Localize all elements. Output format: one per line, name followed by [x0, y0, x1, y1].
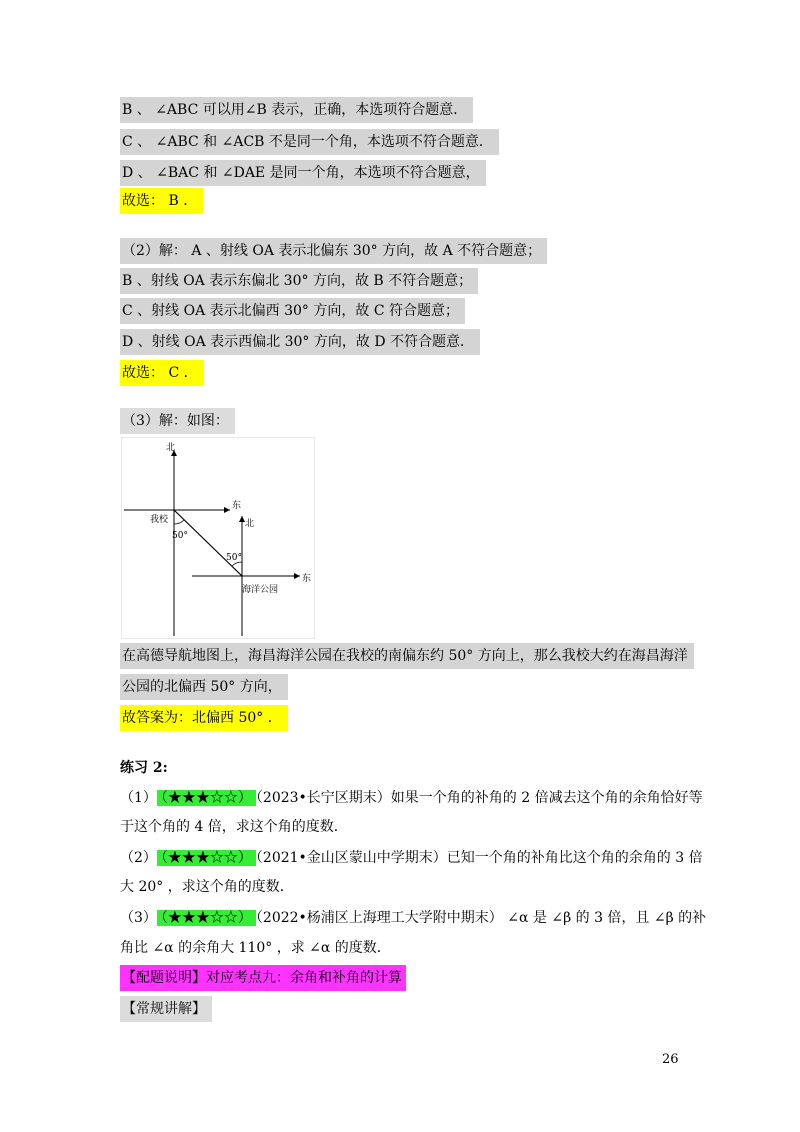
question-3-number: （3） [120, 910, 157, 926]
config-note: 【配题说明】对应考点九：余角和补角的计算 [120, 965, 406, 991]
question-1-text: （2023•长宁区期末）如果一个角的补角的 2 倍减去这个角的余角恰好等 [255, 790, 703, 806]
question-3-text: （2022•杨浦区上海理工大学附中期末） ∠α 是 ∠β 的 3 倍，且 ∠β 的补 [255, 910, 707, 926]
question-1-difficulty: （★★★☆☆） [157, 790, 256, 806]
label-angle-bottom: 50° [226, 553, 242, 563]
part3-answer: 故答案为：北偏西 50° ． [120, 705, 288, 731]
part1-option-b: B 、 ∠ABC 可以用∠B 表示，正确，本选项符合题意． [120, 97, 473, 123]
part3-text-line2: 公园的北偏西 50° 方向， [120, 674, 288, 700]
label-park: 海洋公园 [242, 585, 279, 595]
part1-option-c: C 、 ∠ABC 和 ∠ACB 不是同一个角，本选项不符合题意． [120, 129, 499, 155]
label-north-top: 北 [166, 443, 176, 453]
part1-option-d: D 、 ∠BAC 和 ∠DAE 是同一个角，本选项不符合题意， [120, 160, 486, 186]
label-school: 我校 [150, 515, 169, 525]
direction-diagram [122, 438, 314, 638]
question-3-difficulty: （★★★☆☆） [157, 910, 256, 926]
part2-option-a: （2）解： A 、射线 OA 表示北偏东 30° 方向，故 A 不符合题意； [120, 238, 547, 264]
question-1-line2: 于这个角的 4 倍，求这个角的度数． [120, 819, 348, 835]
angle-arc-top [174, 520, 184, 524]
label-north-bottom: 北 [245, 519, 255, 529]
part2-option-c: C 、射线 OA 表示北偏西 30° 方向，故 C 符合题意； [120, 298, 465, 324]
question-3-line2: 角比 ∠α 的余角大 110° ，求 ∠α 的度数． [120, 940, 391, 956]
question-1-number: （1） [120, 790, 157, 806]
section-heading: 【常规讲解】 [120, 996, 212, 1022]
exercise-title: 练习 2: [120, 760, 168, 776]
question-2-line2: 大 20° ，求这个角的度数． [120, 879, 294, 895]
part3-text-line1: 在高德导航地图上，海昌海洋公园在我校的南偏东约 50° 方向上，那么我校大约在海昌海洋 [120, 643, 694, 669]
question-2-line1 [120, 845, 703, 871]
connecting-line [174, 510, 242, 576]
question-2-difficulty: （★★★☆☆） [157, 850, 256, 866]
label-east-bottom: 东 [302, 574, 312, 584]
question-3-line1 [120, 905, 706, 931]
label-east-top: 东 [232, 501, 242, 511]
question-2-number: （2） [120, 850, 157, 866]
question-1-line1 [120, 785, 703, 811]
question-2-text: （2021•金山区蒙山中学期末）已知一个角的补角比这个角的余角的 3 倍 [255, 850, 703, 866]
part2-option-b: B 、射线 OA 表示东偏北 30° 方向，故 B 不符合题意； [120, 268, 478, 294]
part3-intro: （3）解：如图： [120, 408, 235, 434]
page-number: 26 [662, 1052, 679, 1067]
part1-answer: 故选： B ． [120, 188, 203, 214]
label-angle-top: 50° [172, 531, 188, 541]
part2-answer: 故选： C ． [120, 360, 204, 386]
part2-option-d: D 、射线 OA 表示西偏北 30° 方向，故 D 不符合题意． [120, 329, 480, 355]
direction-figure [121, 437, 315, 639]
